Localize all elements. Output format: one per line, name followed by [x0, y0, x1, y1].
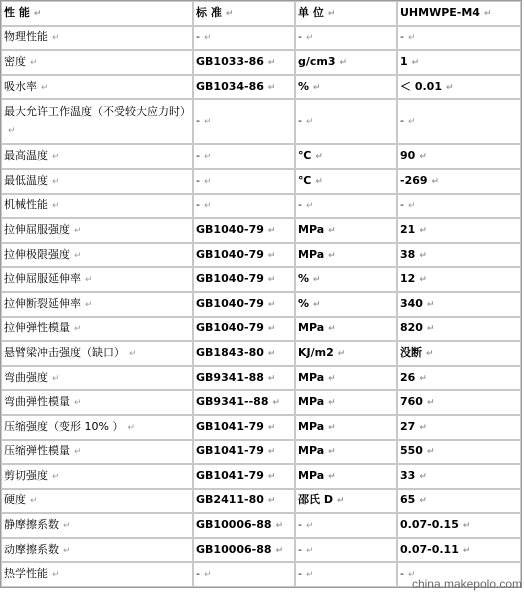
paragraph-mark-icon: ↵ [267, 373, 276, 384]
table-cell [295, 75, 397, 100]
cell-text: g/cm3 [298, 54, 336, 68]
paragraph-mark-icon: ↵ [419, 225, 427, 236]
cell-text: 1 [400, 54, 408, 68]
cell-text: MPa [298, 395, 325, 409]
paragraph-mark-icon: ↵ [74, 324, 82, 335]
table-cell [1, 464, 193, 489]
paragraph-mark-icon: ↵ [275, 545, 284, 556]
paragraph-mark-icon: ↵ [52, 201, 60, 212]
paragraph-mark-icon: ↵ [63, 521, 71, 532]
paragraph-mark-icon: ↵ [407, 117, 416, 128]
cell-text: - [298, 198, 302, 212]
cell-text: MPa [298, 468, 325, 482]
paragraph-mark-icon: ↵ [8, 126, 16, 137]
table-row [1, 366, 521, 391]
cell-text: 热学性能 [4, 567, 48, 581]
table-cell [1, 75, 193, 100]
table-row [1, 415, 521, 440]
cell-text: KJ/m2 [298, 345, 334, 359]
cell-text: GB1041-79 [196, 468, 264, 482]
cell-text: GB1034-86 [196, 79, 264, 93]
paragraph-mark-icon: ↵ [328, 324, 336, 335]
cell-text: 硬度 [4, 493, 26, 507]
paragraph-mark-icon: ↵ [203, 176, 212, 187]
paragraph-mark-icon: ↵ [52, 176, 60, 187]
paragraph-mark-icon: ↵ [41, 82, 49, 93]
paragraph-mark-icon: ↵ [462, 545, 471, 556]
cell-text: - [298, 567, 302, 581]
paragraph-mark-icon: ↵ [407, 201, 416, 212]
table-row [1, 513, 521, 538]
table-cell [1, 513, 193, 538]
cell-text: 拉伸弹性模量 [4, 321, 70, 335]
table-row [1, 75, 521, 100]
table-cell [1, 440, 193, 465]
table-cell [1, 489, 193, 514]
table-cell [397, 292, 521, 317]
paragraph-mark-icon: ↵ [328, 422, 336, 433]
cell-text: 吸水率 [4, 79, 37, 93]
table-cell [397, 144, 521, 169]
paragraph-mark-icon: ↵ [267, 324, 276, 335]
paragraph-mark-icon: ↵ [426, 324, 435, 335]
table-cell [1, 341, 193, 366]
paragraph-mark-icon: ↵ [267, 496, 276, 507]
table-cell [193, 50, 295, 75]
cell-text: - [196, 30, 200, 44]
table-cell [193, 440, 295, 465]
table-cell [397, 538, 521, 563]
paragraph-mark-icon: ↵ [52, 152, 60, 163]
table-cell [193, 464, 295, 489]
table-cell [397, 489, 521, 514]
table-row [1, 26, 521, 51]
cell-text: 90 [400, 149, 416, 163]
paragraph-mark-icon: ↵ [411, 57, 420, 68]
cell-text: GB1040-79 [196, 296, 264, 310]
paragraph-mark-icon: ↵ [305, 570, 314, 581]
cell-text: 820 [400, 321, 423, 335]
paragraph-mark-icon: ↵ [267, 57, 276, 68]
cell-text: - [400, 30, 404, 44]
paragraph-mark-icon: ↵ [267, 447, 276, 458]
table-row [1, 218, 521, 243]
cell-text: 压缩强度（变形 10% ） [4, 419, 124, 433]
cell-text: 剪切强度 [4, 468, 48, 482]
table-cell [397, 50, 521, 75]
table-cell [1, 144, 193, 169]
paragraph-mark-icon: ↵ [315, 152, 323, 163]
cell-text: 静摩擦系数 [4, 518, 59, 532]
table-row [1, 144, 521, 169]
cell-text: 12 [400, 272, 416, 286]
cell-text: % [298, 272, 310, 286]
cell-text: GB9341-88 [196, 370, 264, 384]
table-cell [295, 194, 397, 219]
table-cell [295, 464, 397, 489]
header-cell [1, 1, 193, 26]
cell-text: 弯曲弹性模量 [4, 395, 70, 409]
table-cell [397, 440, 521, 465]
table-cell [295, 390, 397, 415]
table-cell [295, 169, 397, 194]
cell-text: 邵氏 D [298, 493, 333, 507]
cell-text: GB10006-88 [196, 542, 272, 556]
cell-text: ℃ [298, 173, 312, 187]
table-cell [397, 267, 521, 292]
cell-text: % [298, 79, 310, 93]
paragraph-mark-icon: ↵ [203, 570, 212, 581]
table-cell [193, 194, 295, 219]
cell-text: 33 [400, 468, 416, 482]
table-cell [295, 366, 397, 391]
table-cell [295, 415, 397, 440]
paragraph-mark-icon: ↵ [129, 348, 137, 359]
paragraph-mark-icon: ↵ [305, 521, 314, 532]
cell-text: ＜ 0.01 [400, 79, 442, 93]
table-cell [397, 218, 521, 243]
cell-text: GB9341--88 [196, 395, 269, 409]
header-cell [295, 1, 397, 26]
paragraph-mark-icon: ↵ [426, 348, 434, 359]
paragraph-mark-icon: ↵ [267, 275, 276, 286]
header-cell [193, 1, 295, 26]
table-cell [193, 562, 295, 587]
cell-text: 性 能 [4, 5, 30, 19]
paragraph-mark-icon: ↵ [419, 496, 427, 507]
table-row [1, 169, 521, 194]
cell-text: 0.07-0.11 [400, 542, 459, 556]
table-cell [193, 267, 295, 292]
cell-text: 物理性能 [4, 30, 48, 44]
paragraph-mark-icon: ↵ [339, 57, 348, 68]
paragraph-mark-icon: ↵ [203, 33, 212, 44]
table-cell [193, 243, 295, 268]
paragraph-mark-icon: ↵ [267, 225, 276, 236]
cell-text: - [400, 114, 404, 128]
paragraph-mark-icon: ↵ [203, 152, 212, 163]
table-cell [295, 440, 397, 465]
paragraph-mark-icon: ↵ [305, 117, 314, 128]
paragraph-mark-icon: ↵ [426, 398, 435, 409]
table-cell [295, 50, 397, 75]
cell-text: ℃ [298, 149, 312, 163]
cell-text: 弯曲强度 [4, 370, 48, 384]
table-cell [295, 267, 397, 292]
paragraph-mark-icon: ↵ [445, 82, 454, 93]
paragraph-mark-icon: ↵ [33, 8, 42, 19]
cell-text: -269 [400, 173, 428, 187]
paragraph-mark-icon: ↵ [328, 225, 336, 236]
paragraph-mark-icon: ↵ [305, 201, 314, 212]
table-cell [1, 538, 193, 563]
cell-text: MPa [298, 222, 325, 236]
table-cell [295, 317, 397, 342]
cell-text: % [298, 296, 310, 310]
paragraph-mark-icon: ↵ [85, 299, 93, 310]
table-cell [1, 317, 193, 342]
table-cell [193, 26, 295, 51]
paragraph-mark-icon: ↵ [63, 545, 71, 556]
cell-text: 没断 [400, 345, 422, 359]
cell-text: GB1040-79 [196, 247, 264, 261]
table-row [1, 341, 521, 366]
cell-text: MPa [298, 370, 325, 384]
table-cell [1, 390, 193, 415]
cell-text: UHMWPE-M4 [400, 5, 480, 19]
paragraph-mark-icon: ↵ [419, 152, 427, 163]
table-cell [1, 50, 193, 75]
paragraph-mark-icon: ↵ [74, 398, 82, 409]
paragraph-mark-icon: ↵ [328, 398, 336, 409]
cell-text: 27 [400, 419, 416, 433]
cell-text: GB1040-79 [196, 272, 264, 286]
table-cell [1, 169, 193, 194]
table-cell [397, 341, 521, 366]
table-row [1, 538, 521, 563]
table-cell [295, 489, 397, 514]
cell-text: 550 [400, 444, 423, 458]
paragraph-mark-icon: ↵ [313, 275, 321, 286]
table-row [1, 292, 521, 317]
cell-text: GB2411-80 [196, 493, 264, 507]
table-cell [295, 562, 397, 587]
paragraph-mark-icon: ↵ [52, 471, 60, 482]
table-cell [193, 144, 295, 169]
cell-text: 26 [400, 370, 416, 384]
cell-text: 悬臂梁冲击强度（缺口） [4, 345, 125, 359]
paragraph-mark-icon: ↵ [419, 422, 427, 433]
paragraph-mark-icon: ↵ [305, 33, 314, 44]
table-cell [397, 513, 521, 538]
paragraph-mark-icon: ↵ [52, 570, 60, 581]
paragraph-mark-icon: ↵ [74, 447, 82, 458]
cell-text: 最高温度 [4, 149, 48, 163]
table-cell [193, 415, 295, 440]
table-cell [397, 415, 521, 440]
table-cell [193, 317, 295, 342]
cell-text: 65 [400, 493, 416, 507]
paragraph-mark-icon: ↵ [267, 422, 276, 433]
table-cell [1, 562, 193, 587]
paragraph-mark-icon: ↵ [426, 447, 435, 458]
cell-text: 拉伸极限强度 [4, 247, 70, 261]
table-cell [1, 218, 193, 243]
cell-text: GB1843-80 [196, 345, 264, 359]
table-cell [397, 317, 521, 342]
table-row [1, 243, 521, 268]
table-cell [1, 366, 193, 391]
cell-text: GB1040-79 [196, 222, 264, 236]
table-cell [295, 513, 397, 538]
table-cell [295, 243, 397, 268]
paragraph-mark-icon: ↵ [328, 447, 336, 458]
table-cell [1, 26, 193, 51]
paragraph-mark-icon: ↵ [419, 471, 427, 482]
table-row [1, 50, 521, 75]
table-cell [295, 144, 397, 169]
paragraph-mark-icon: ↵ [462, 521, 471, 532]
table-cell [1, 99, 193, 144]
paragraph-mark-icon: ↵ [426, 299, 435, 310]
table-cell [193, 489, 295, 514]
table-cell [193, 75, 295, 100]
table-cell [193, 366, 295, 391]
table-cell [193, 538, 295, 563]
cell-text: 最低温度 [4, 173, 48, 187]
cell-text: - [400, 567, 404, 581]
paragraph-mark-icon: ↵ [336, 496, 345, 507]
cell-text: 拉伸屈服强度 [4, 222, 70, 236]
cell-text: GB1033-86 [196, 54, 264, 68]
paragraph-mark-icon: ↵ [203, 201, 212, 212]
table-cell [193, 218, 295, 243]
cell-text: - [196, 149, 200, 163]
cell-text: 最大允许工作温度（不受较大应力时） [4, 105, 191, 119]
table-cell [1, 194, 193, 219]
paragraph-mark-icon: ↵ [327, 8, 336, 19]
table-cell [193, 292, 295, 317]
cell-text: 拉伸屈服延伸率 [4, 272, 81, 286]
table-row [1, 99, 521, 144]
paragraph-mark-icon: ↵ [272, 398, 281, 409]
table-row [1, 390, 521, 415]
table-header-row [1, 1, 521, 26]
paragraph-mark-icon: ↵ [419, 373, 427, 384]
cell-text: 21 [400, 222, 416, 236]
cell-text: 0.07-0.15 [400, 518, 459, 532]
cell-text: 机械性能 [4, 198, 48, 212]
table-row [1, 440, 521, 465]
table-cell [1, 267, 193, 292]
table-cell [397, 366, 521, 391]
paragraph-mark-icon: ↵ [267, 471, 276, 482]
table-cell [397, 26, 521, 51]
paragraph-mark-icon: ↵ [225, 8, 234, 19]
table-row [1, 194, 521, 219]
cell-text: 单 位 [298, 5, 324, 19]
paragraph-mark-icon: ↵ [267, 250, 276, 261]
paragraph-mark-icon: ↵ [305, 545, 314, 556]
paragraph-mark-icon: ↵ [275, 521, 284, 532]
table-row [1, 267, 521, 292]
table-cell [295, 99, 397, 144]
paragraph-mark-icon: ↵ [127, 422, 135, 433]
cell-text: MPa [298, 444, 325, 458]
table-cell [193, 99, 295, 144]
paragraph-mark-icon: ↵ [30, 57, 38, 68]
table-cell [397, 75, 521, 100]
paragraph-mark-icon: ↵ [30, 496, 38, 507]
cell-text: - [298, 114, 302, 128]
cell-text: - [196, 114, 200, 128]
paragraph-mark-icon: ↵ [328, 250, 336, 261]
paragraph-mark-icon: ↵ [328, 471, 336, 482]
cell-text: - [298, 30, 302, 44]
paragraph-mark-icon: ↵ [85, 275, 93, 286]
cell-text: GB1041-79 [196, 444, 264, 458]
cell-text: - [298, 518, 302, 532]
table-cell [295, 341, 397, 366]
paragraph-mark-icon: ↵ [52, 33, 60, 44]
table-cell [397, 243, 521, 268]
table-cell [295, 292, 397, 317]
cell-text: 340 [400, 296, 423, 310]
table-cell [193, 169, 295, 194]
cell-text: MPa [298, 247, 325, 261]
cell-text: GB1040-79 [196, 321, 264, 335]
table-cell [1, 415, 193, 440]
cell-text: GB10006-88 [196, 518, 272, 532]
cell-text: - [196, 173, 200, 187]
cell-text: 动摩擦系数 [4, 542, 59, 556]
paragraph-mark-icon: ↵ [419, 250, 427, 261]
cell-text: - [196, 198, 200, 212]
cell-text: 760 [400, 395, 423, 409]
table-cell [295, 538, 397, 563]
paragraph-mark-icon: ↵ [52, 373, 60, 384]
paragraph-mark-icon: ↵ [419, 275, 427, 286]
paragraph-mark-icon: ↵ [74, 250, 82, 261]
cell-text: 拉伸断裂延伸率 [4, 296, 81, 310]
table-cell [193, 513, 295, 538]
paragraph-mark-icon: ↵ [313, 82, 321, 93]
cell-text: GB1041-79 [196, 419, 264, 433]
table-cell [397, 464, 521, 489]
cell-text: 标 准 [196, 5, 222, 19]
paragraph-mark-icon: ↵ [267, 82, 276, 93]
table-row [1, 464, 521, 489]
paragraph-mark-icon: ↵ [74, 225, 82, 236]
table-cell [295, 218, 397, 243]
paragraph-mark-icon: ↵ [328, 373, 336, 384]
paragraph-mark-icon: ↵ [431, 176, 440, 187]
paragraph-mark-icon: ↵ [267, 299, 276, 310]
paragraph-mark-icon: ↵ [203, 117, 212, 128]
table-cell [397, 99, 521, 144]
table-cell [397, 169, 521, 194]
table-cell [1, 243, 193, 268]
watermark: china.makepolo.com [411, 577, 522, 591]
header-cell [397, 1, 521, 26]
cell-text: - [196, 567, 200, 581]
paragraph-mark-icon: ↵ [407, 570, 416, 581]
table-cell [193, 390, 295, 415]
paragraph-mark-icon: ↵ [483, 8, 492, 19]
cell-text: MPa [298, 321, 325, 335]
table-cell [397, 390, 521, 415]
paragraph-mark-icon: ↵ [267, 348, 276, 359]
table-row [1, 317, 521, 342]
paragraph-mark-icon: ↵ [407, 33, 416, 44]
cell-text: - [400, 198, 404, 212]
cell-text: 38 [400, 247, 416, 261]
table-cell [193, 341, 295, 366]
table-cell [295, 26, 397, 51]
paragraph-mark-icon: ↵ [337, 348, 346, 359]
cell-text: 压缩弹性模量 [4, 444, 70, 458]
table-cell [397, 194, 521, 219]
table-row [1, 489, 521, 514]
paragraph-mark-icon: ↵ [315, 176, 323, 187]
properties-table-body [1, 1, 521, 587]
cell-text: 密度 [4, 54, 26, 68]
table-cell [1, 292, 193, 317]
cell-text: MPa [298, 419, 325, 433]
paragraph-mark-icon: ↵ [313, 299, 321, 310]
cell-text: - [298, 542, 302, 556]
